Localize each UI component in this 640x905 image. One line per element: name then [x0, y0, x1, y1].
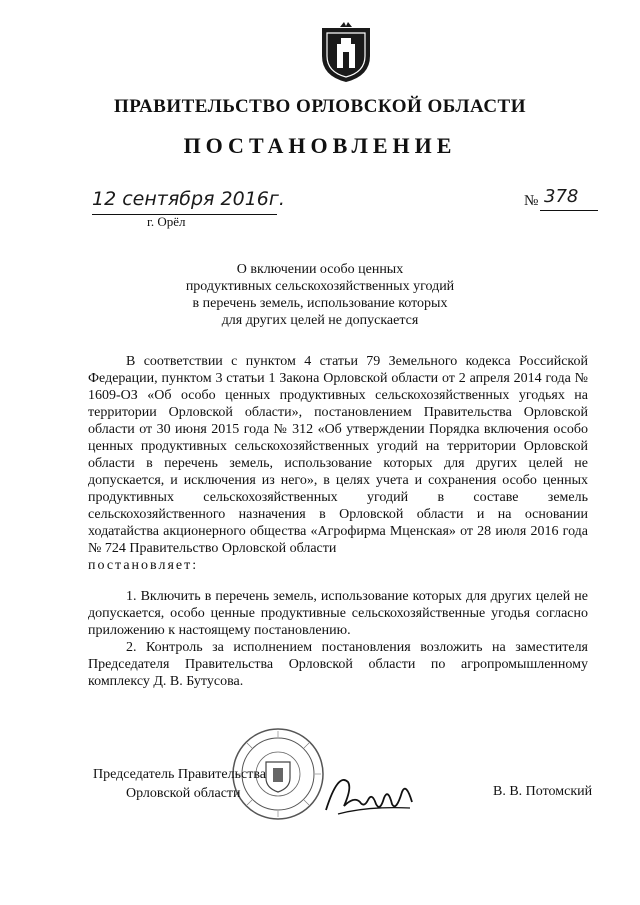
signatory-position	[93, 765, 266, 803]
document-body	[88, 353, 588, 690]
coat-of-arms-icon	[318, 22, 374, 84]
preamble-paragraph: В соответствии с пунктом 4 статьи 79 Земельного кодекса Российской Федерации, пунктом 3 статьи 1 Закона Орловской области от 2 апреля 2014 года № 1609-ОЗ «Об особо ценных продуктивных сельскохозяйственных угодьях на территории Орловской области», постановлением Правительства Орловской области от 30 июня 2015 года № 312 «Об утверждении Порядка включения особо ценных продуктивных сельскохозяйственных угодий на территории Орловской области в перечень земель, использование которых для других целей не допускается, и исключения из него», в целях учета и сохранения особо ценных продуктивных сельскохозяйственных угодий в составе земель сельскохозяйственного назначения в Орловской области и на основании ходатайства акционерного общества «Агрофирма Мценская» от 28 июля 2016 года № 724 Правительство Орловской области	[88, 354, 588, 556]
subject-line: для других целей не допускается	[221, 313, 419, 328]
number-underline	[540, 210, 598, 211]
item-2-paragraph: 2. Контроль за исполнением постановления возложить на заместителя Председателя Правительства Орловской области по агропромышленному комплексу Д. В. Бутусова.	[88, 640, 588, 689]
signatory-position-line: Орловской области	[126, 786, 241, 801]
signatory-name: В. В. Потомский	[493, 784, 593, 799]
handwritten-number: 378	[544, 186, 579, 207]
handwritten-date: 12 сентября 2016г.	[92, 188, 285, 210]
city-label: г. Орёл	[147, 214, 186, 229]
subject-line: О включении особо ценных	[236, 262, 404, 277]
item-1-paragraph: 1. Включить в перечень земель, использование которых для других целей не допускается, особо ценные продуктивные сельскохозяйственные угодья согласно приложению к настоящему постановлению.	[88, 589, 588, 638]
signatory-position-line: Председатель Правительства	[93, 767, 266, 782]
subject-line: продуктивных сельскохозяйственных угодий	[185, 279, 455, 294]
document-subject	[0, 261, 640, 329]
handwritten-signature-icon	[318, 762, 418, 832]
resolves-word: постановляет:	[88, 558, 199, 573]
document-type-title: ПОСТАНОВЛЕНИЕ	[183, 133, 457, 158]
subject-line: в перечень земель, использование которых	[192, 296, 448, 311]
government-title: ПРАВИТЕЛЬСТВО ОРЛОВСКОЙ ОБЛАСТИ	[113, 96, 526, 117]
number-label: №	[524, 193, 539, 209]
